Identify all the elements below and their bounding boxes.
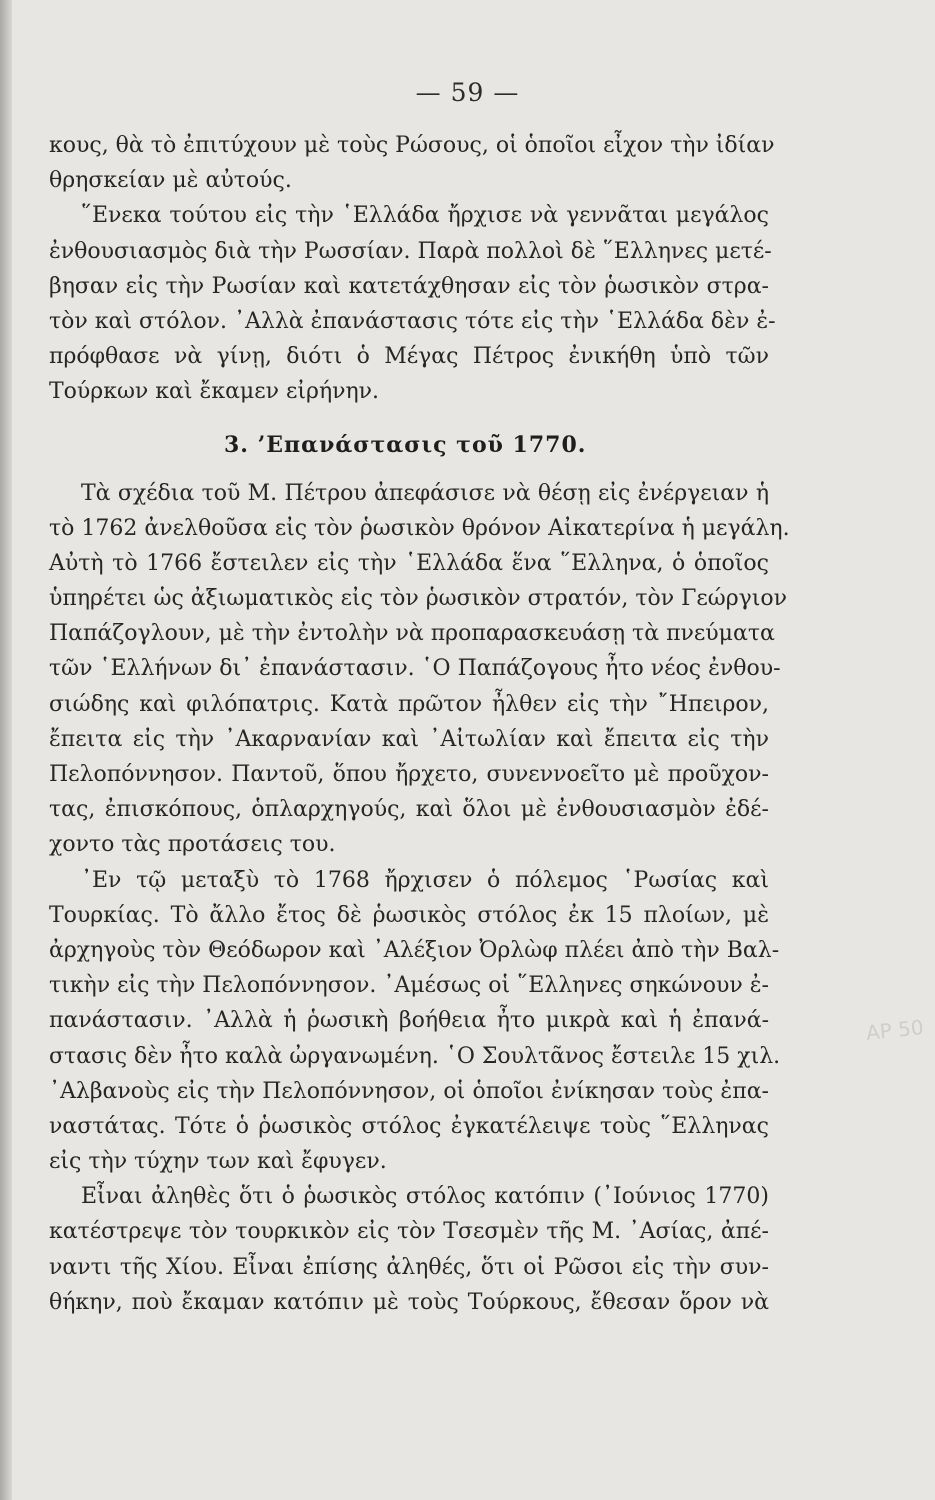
text-line: θρησκείαν μὲ αὐτούς.: [49, 168, 292, 194]
text-line: βησαν εἰς τὴν Ρωσίαν καὶ κατετάχθησαν εἰς τὸν ῥωσικὸν στρα-: [49, 273, 769, 299]
text-line: Τούρκων καὶ ἔκαμεν εἰρήνην.: [49, 379, 380, 405]
text-line: τῶν ῾Ελλήνων δι᾿ ἐπανάστασιν. ῾Ο Παπάζογους ἦτο νέος ἐνθου-: [49, 656, 781, 682]
text-line: τὸ 1762 ἀνελθοῦσα εἰς τὸν ῥωσικὸν θρόνον Αἰκατερίνα ἡ μεγάλη.: [49, 515, 790, 541]
text-line: στασις δὲν ἦτο καλὰ ὠργανωμένη. ῾Ο Σουλτᾶνος ἔστειλε 15 χιλ.: [49, 1043, 781, 1069]
text-line: ᾿Αλβανοὺς εἰς τὴν Πελοπόννησον, οἱ ὁποῖοι ἐνίκησαν τοὺς ἐπα-: [49, 1078, 769, 1104]
page-number: — 59 —: [415, 78, 520, 107]
text-line: ἐνθουσιασμὸς διὰ τὴν Ρωσσίαν. Παρὰ πολλοὶ δὲ ῞Ελληνες μετέ-: [49, 238, 772, 264]
text-line: Εἶναι ἀληθὲς ὅτι ὁ ῥωσικὸς στόλος κατόπιν (᾿Ιούνιος 1770): [81, 1184, 769, 1210]
margin-stamp: ΑΡ 50: [864, 1015, 925, 1045]
text-line: σιώδης καὶ φιλόπατρις. Κατὰ πρῶτον ἦλθεν εἰς τὴν ῎Ηπειρον,: [49, 691, 769, 717]
text-line: χοντο τὰς προτάσεις του.: [49, 832, 336, 858]
text-line: Αὐτὴ τὸ 1766 ἔστειλεν εἰς τὴν ῾Ελλάδα ἕνα ῞Ελληνα, ὁ ὁποῖος: [49, 550, 769, 576]
text-line: τας, ἐπισκόπους, ὁπλαρχηγούς, καὶ ὅλοι μὲ ἐνθουσιασμὸν ἐδέ-: [49, 797, 769, 823]
text-line: ὑπηρέτει ὡς ἀξιωματικὸς εἰς τὸν ῥωσικὸν στρατόν, τὸν Γεώργιον: [49, 586, 788, 612]
text-line: εἰς τὴν τύχην των καὶ ἔφυγεν.: [49, 1149, 387, 1175]
text-line: Πελοπόννησον. Παντοῦ, ὅπου ἤρχετο, συνεννοεῖτο μὲ προῦχον-: [49, 762, 769, 787]
text-line: κους, θὰ τὸ ἐπιτύχουν μὲ τοὺς Ρώσους, οἱ ὁποῖοι εἶχον τὴν ἰδίαν: [49, 133, 775, 158]
text-line: πρόφθασε νὰ γίνῃ, διότι ὁ Μέγας Πέτρος ἐνικήθη ὑπὸ τῶν: [49, 344, 769, 370]
text-line: Παπάζογλουν, μὲ τὴν ἐντολὴν νὰ προπαρασκευάσῃ τὰ πνεύματα: [49, 621, 775, 647]
text-line: τικὴν εἰς τὴν Πελοπόννησον. ᾿Αμέσως οἱ ῞Ελληνες σηκώνουν ἐ-: [49, 973, 769, 999]
page-body-text: [49, 128, 790, 1320]
section-heading: 3. ’Επανάστασις τοῦ 1770.: [224, 431, 587, 458]
text-line: Τὰ σχέδια τοῦ Μ. Πέτρου ἀπεφάσισε νὰ θέσῃ εἰς ἐνέργειαν ἡ: [81, 480, 769, 506]
text-line: ναστάτας. Τότε ὁ ῥωσικὸς στόλος ἐγκατέλειψε τοὺς ῞Ελληνας: [49, 1113, 769, 1139]
text-line: Τουρκίας. Τὸ ἄλλο ἔτος δὲ ῥωσικὸς στόλος ἐκ 15 πλοίων, μὲ: [49, 902, 769, 928]
page-binding-edge: [0, 0, 12, 1500]
text-line: ᾿Εν τῷ μεταξὺ τὸ 1768 ἤρχισεν ὁ πόλεμος ῾Ρωσίας καὶ: [81, 867, 769, 893]
text-line: ναντι τῆς Χίου. Εἶναι ἐπίσης ἀληθές, ὅτι οἱ Ρῶσοι εἰς τὴν συν-: [49, 1254, 769, 1280]
text-line: ῞Ενεκα τούτου εἰς τὴν ῾Ελλάδα ἤρχισε νὰ γεννᾶται μεγάλος: [81, 203, 769, 229]
text-line: ἔπειτα εἰς τὴν ᾿Ακαρνανίαν καὶ ᾿Αἰτωλίαν καὶ ἔπειτα εἰς τὴν: [49, 726, 769, 752]
text-line: τὸν καὶ στόλον. ᾿Αλλὰ ἐπανάστασις τότε εἰς τὴν ῾Ελλάδα δὲν ἐ-: [49, 308, 776, 334]
text-line: θήκην, ποὺ ἔκαμαν κατόπιν μὲ τοὺς Τούρκους, ἔθεσαν ὅρον νὰ: [49, 1289, 769, 1315]
text-line: ἀρχηγοὺς τὸν Θεόδωρον καὶ ᾿Αλέξιον Ὀρλὼφ πλέει ἀπὸ τὴν Βαλ-: [49, 937, 780, 963]
text-line: κατέστρεψε τὸν τουρκικὸν εἰς τὸν Τσεσμὲν τῆς Μ. ᾿Ασίας, ἀπέ-: [49, 1219, 769, 1245]
text-line: πανάστασιν. ᾿Αλλὰ ἡ ῥωσικὴ βοήθεια ἦτο μικρὰ καὶ ἡ ἐπανά-: [49, 1008, 769, 1034]
